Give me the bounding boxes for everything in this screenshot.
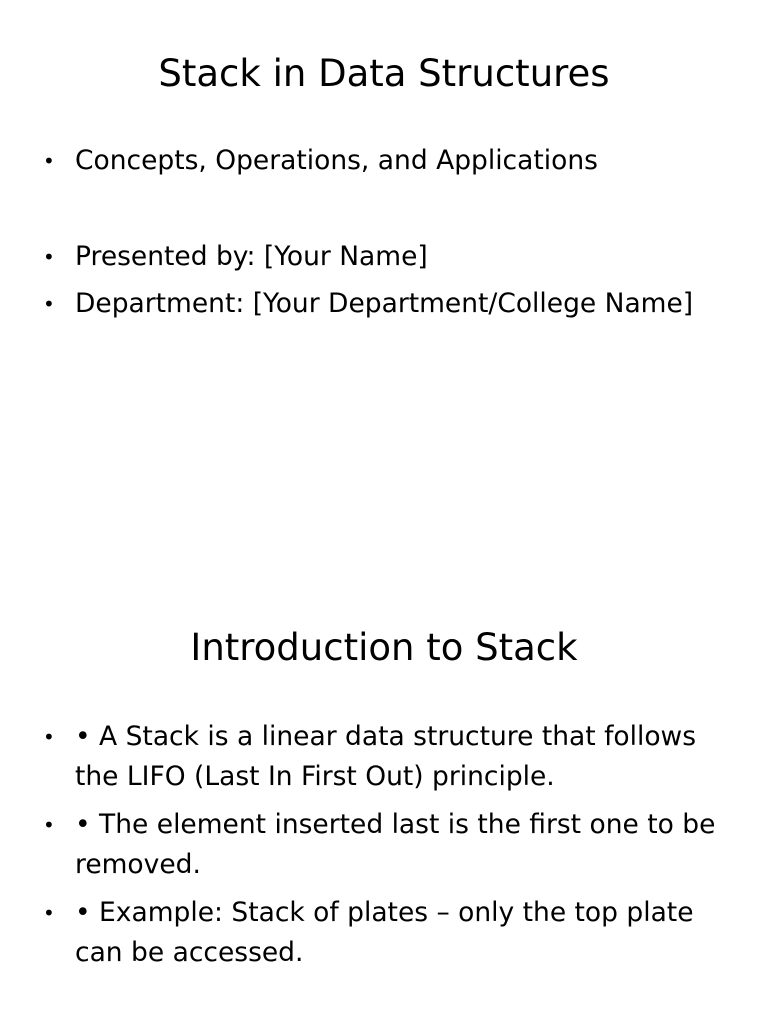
bullet-item-department bbox=[40, 284, 730, 324]
bullet-text: • A Stack is a linear data structure that follows the LIFO (Last In First Out) principle. bbox=[75, 721, 697, 792]
bullet-marker: • bbox=[43, 149, 55, 173]
bullet-marker: • bbox=[43, 245, 55, 269]
bullet-text: Presented by: [Your Name] bbox=[75, 241, 428, 272]
slide-2-bullet-list bbox=[40, 717, 730, 981]
slide-1-bullet-list bbox=[40, 141, 730, 324]
bullet-item-presenter bbox=[40, 237, 730, 277]
bullet-marker: • bbox=[43, 901, 55, 925]
bullet-marker: • bbox=[43, 725, 55, 749]
bullet-text: Department: [Your Department/College Name] bbox=[75, 288, 694, 319]
slide-1-title: Stack in Data Structures bbox=[158, 52, 610, 95]
bullet-text: Concepts, Operations, and Applications bbox=[75, 145, 598, 176]
bullet-item-definition bbox=[40, 717, 730, 797]
bullet-marker: • bbox=[43, 292, 55, 316]
bullet-item-example bbox=[40, 893, 730, 973]
slide-2-title: Introduction to Stack bbox=[190, 626, 578, 669]
bullet-text: • Example: Stack of plates – only the top plate can be accessed. bbox=[75, 897, 694, 968]
bullet-marker: • bbox=[43, 813, 55, 837]
bullet-item-subtitle bbox=[40, 141, 730, 181]
bullet-text: • The element inserted last is the first one to be removed. bbox=[75, 809, 716, 880]
slide-introduction bbox=[0, 576, 768, 1024]
bullet-item-lifo bbox=[40, 805, 730, 885]
